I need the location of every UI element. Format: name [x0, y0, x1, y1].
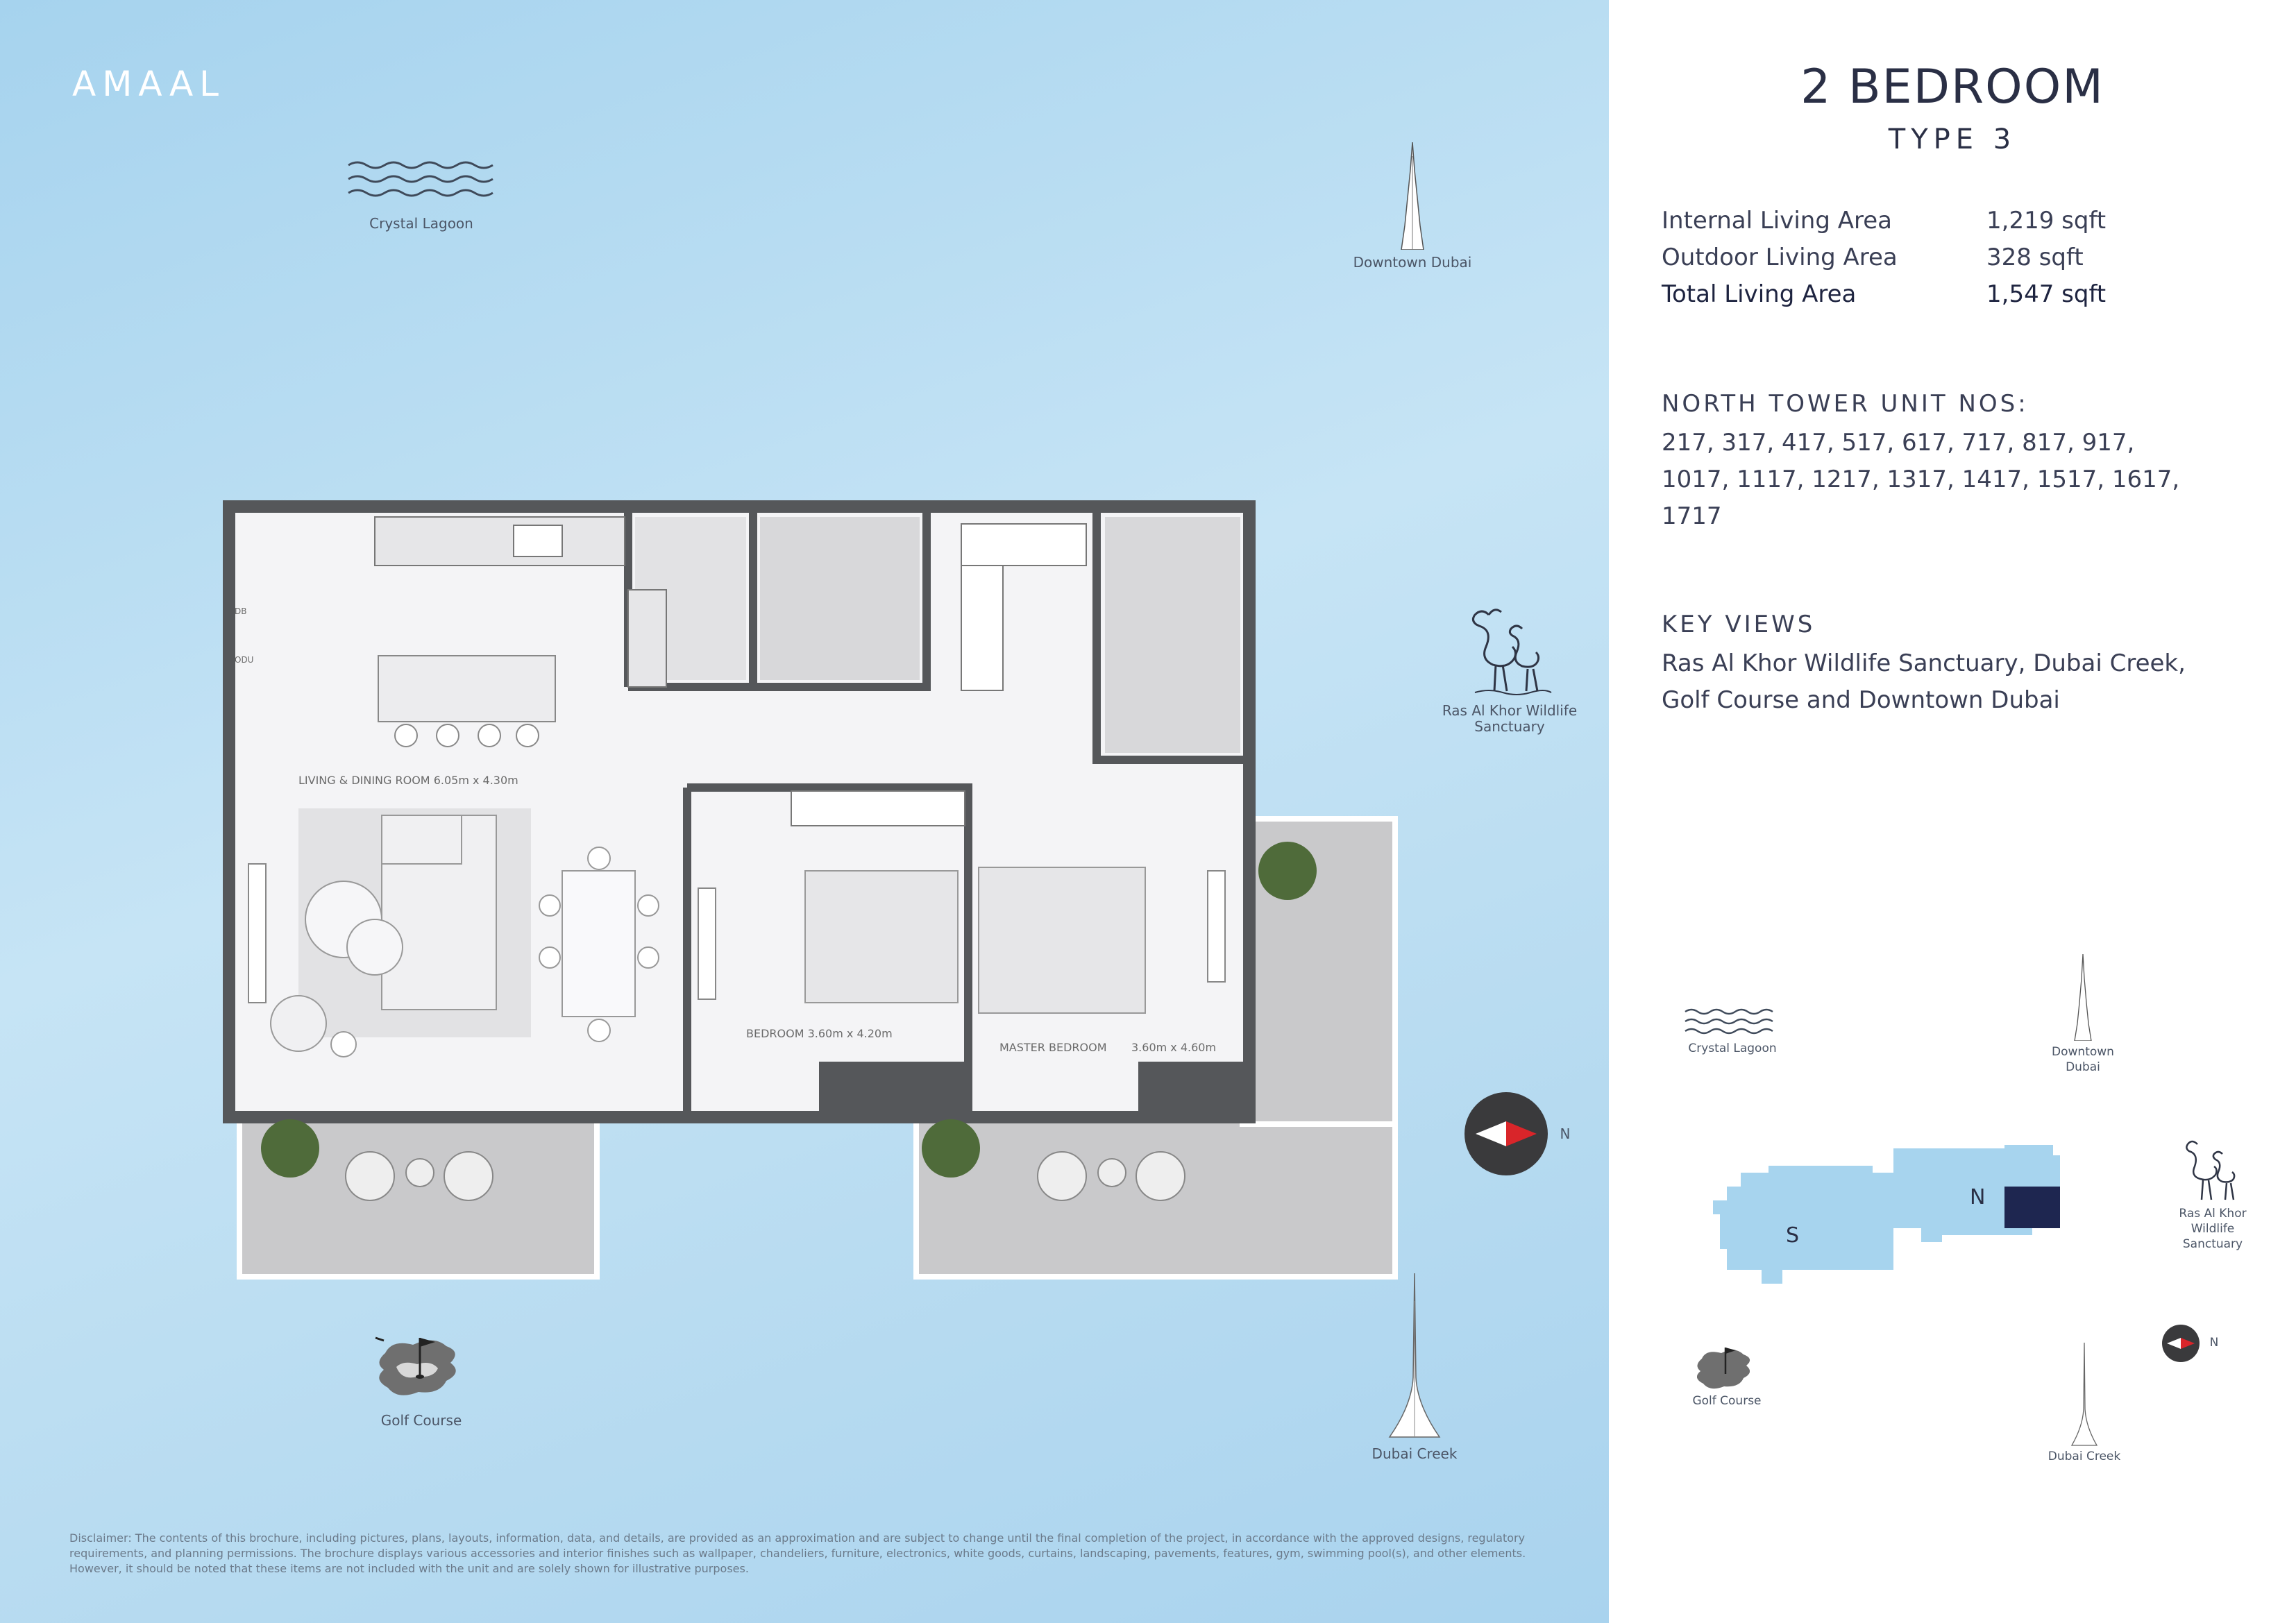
dubai-creek-label: Dubai Creek: [1371, 1445, 1458, 1462]
tower-icon: [2073, 954, 2093, 1041]
floor-plan: [208, 486, 1458, 1284]
ras-al-khor-label-1: Ras Al Khor Wildlife: [1442, 702, 1578, 719]
key-views-text: Ras Al Khor Wildlife Sanctuary, Dubai Creek, Golf Course and Downtown Dubai: [1662, 649, 2186, 714]
living-room-label: LIVING & DINING ROOM 6.05m x 4.30m: [298, 774, 518, 787]
area-value-outdoor: 328 sqft: [1986, 244, 2084, 271]
disclaimer: Disclaimer: The contents of this brochure, including pictures, plans, layouts, information, data, and details, are provided as an approximation and are subject to change until the final completion of the project, in accordance with the approved designs, regulatory requirements, and planning permissions. The brochure displays various accessories and interior finishes such as wallpaper, chandeliers, furniture, electronics, white goods, curtains, landscaping, pavements, features, gym, swimming pool(s), and other elements. However, it should be noted that these items are not included with the unit and are solely shown for illustrative purposes.: [69, 1531, 1526, 1575]
keyplan-dubai-creek: Dubai Creek: [2048, 1450, 2121, 1463]
area-label-internal: Internal Living Area: [1662, 207, 1892, 235]
compass-icon: [2161, 1324, 2200, 1363]
flamingo-icon: [2178, 1135, 2247, 1204]
info-panel: [1609, 0, 2296, 1623]
tower-icon: [1399, 142, 1426, 250]
master-bedroom-dims: 3.60m x 4.60m: [1131, 1041, 1217, 1054]
golf-icon: [1692, 1339, 1762, 1395]
area-value-internal: 1,219 sqft: [1986, 207, 2107, 235]
golf-course-label: Golf Course: [380, 1412, 462, 1429]
brand-logo: AMAAL: [72, 64, 225, 104]
key-plan-map: [1713, 1131, 2102, 1291]
waves-icon: [1684, 1006, 1781, 1035]
creek-tower-icon: [1387, 1273, 1442, 1440]
north-tower-numbers: 217, 317, 417, 517, 617, 717, 817, 917, 1017, 1117, 1217, 1317, 1417, 1517, 1617, 1717: [1662, 429, 2180, 530]
key-views-heading: KEY VIEWS: [1662, 611, 1816, 638]
unit-subtitle: TYPE 3: [1888, 124, 2017, 155]
keyplan-south-label: S: [1786, 1223, 1800, 1248]
keyplan-ras-1: Ras Al Khor: [2179, 1207, 2247, 1221]
golf-icon: [371, 1325, 475, 1405]
unit-highlight: [2004, 1187, 2060, 1228]
db-label: DB: [235, 606, 247, 616]
downtown-dubai-label: Downtown Dubai: [1353, 254, 1472, 271]
keyplan-ras-3: Sanctuary: [2182, 1237, 2243, 1251]
keyplan-downtown-2: Dubai: [2066, 1060, 2100, 1074]
creek-tower-icon: [2070, 1343, 2098, 1447]
north-tower-heading: NORTH TOWER UNIT NOS:: [1662, 390, 2029, 418]
compass-north-label: N: [1560, 1125, 1571, 1142]
ras-al-khor-label-2: Sanctuary: [1474, 718, 1545, 735]
keyplan-compass-n: N: [2209, 1336, 2219, 1350]
keyplan-ras-2: Wildlife: [2191, 1222, 2235, 1236]
master-bedroom-label: MASTER BEDROOM: [999, 1041, 1107, 1054]
bedroom-label: BEDROOM 3.60m x 4.20m: [746, 1027, 893, 1040]
compass-icon: [1463, 1091, 1549, 1177]
waves-icon: [347, 158, 496, 201]
keyplan-downtown-1: Downtown: [2052, 1045, 2114, 1059]
unit-title: 2 BEDROOM: [1800, 60, 2104, 114]
keyplan-crystal-lagoon: Crystal Lagoon: [1688, 1042, 1777, 1055]
flamingo-icon: [1461, 601, 1558, 698]
keyplan-north-label: N: [1970, 1185, 1986, 1209]
area-value-total: 1,547 sqft: [1986, 280, 2107, 308]
keyplan-golf-course: Golf Course: [1692, 1394, 1762, 1408]
area-label-outdoor: Outdoor Living Area: [1662, 244, 1898, 271]
odu-label: ODU: [235, 655, 254, 665]
area-label-total: Total Living Area: [1662, 280, 1857, 308]
crystal-lagoon-label: Crystal Lagoon: [369, 215, 473, 232]
